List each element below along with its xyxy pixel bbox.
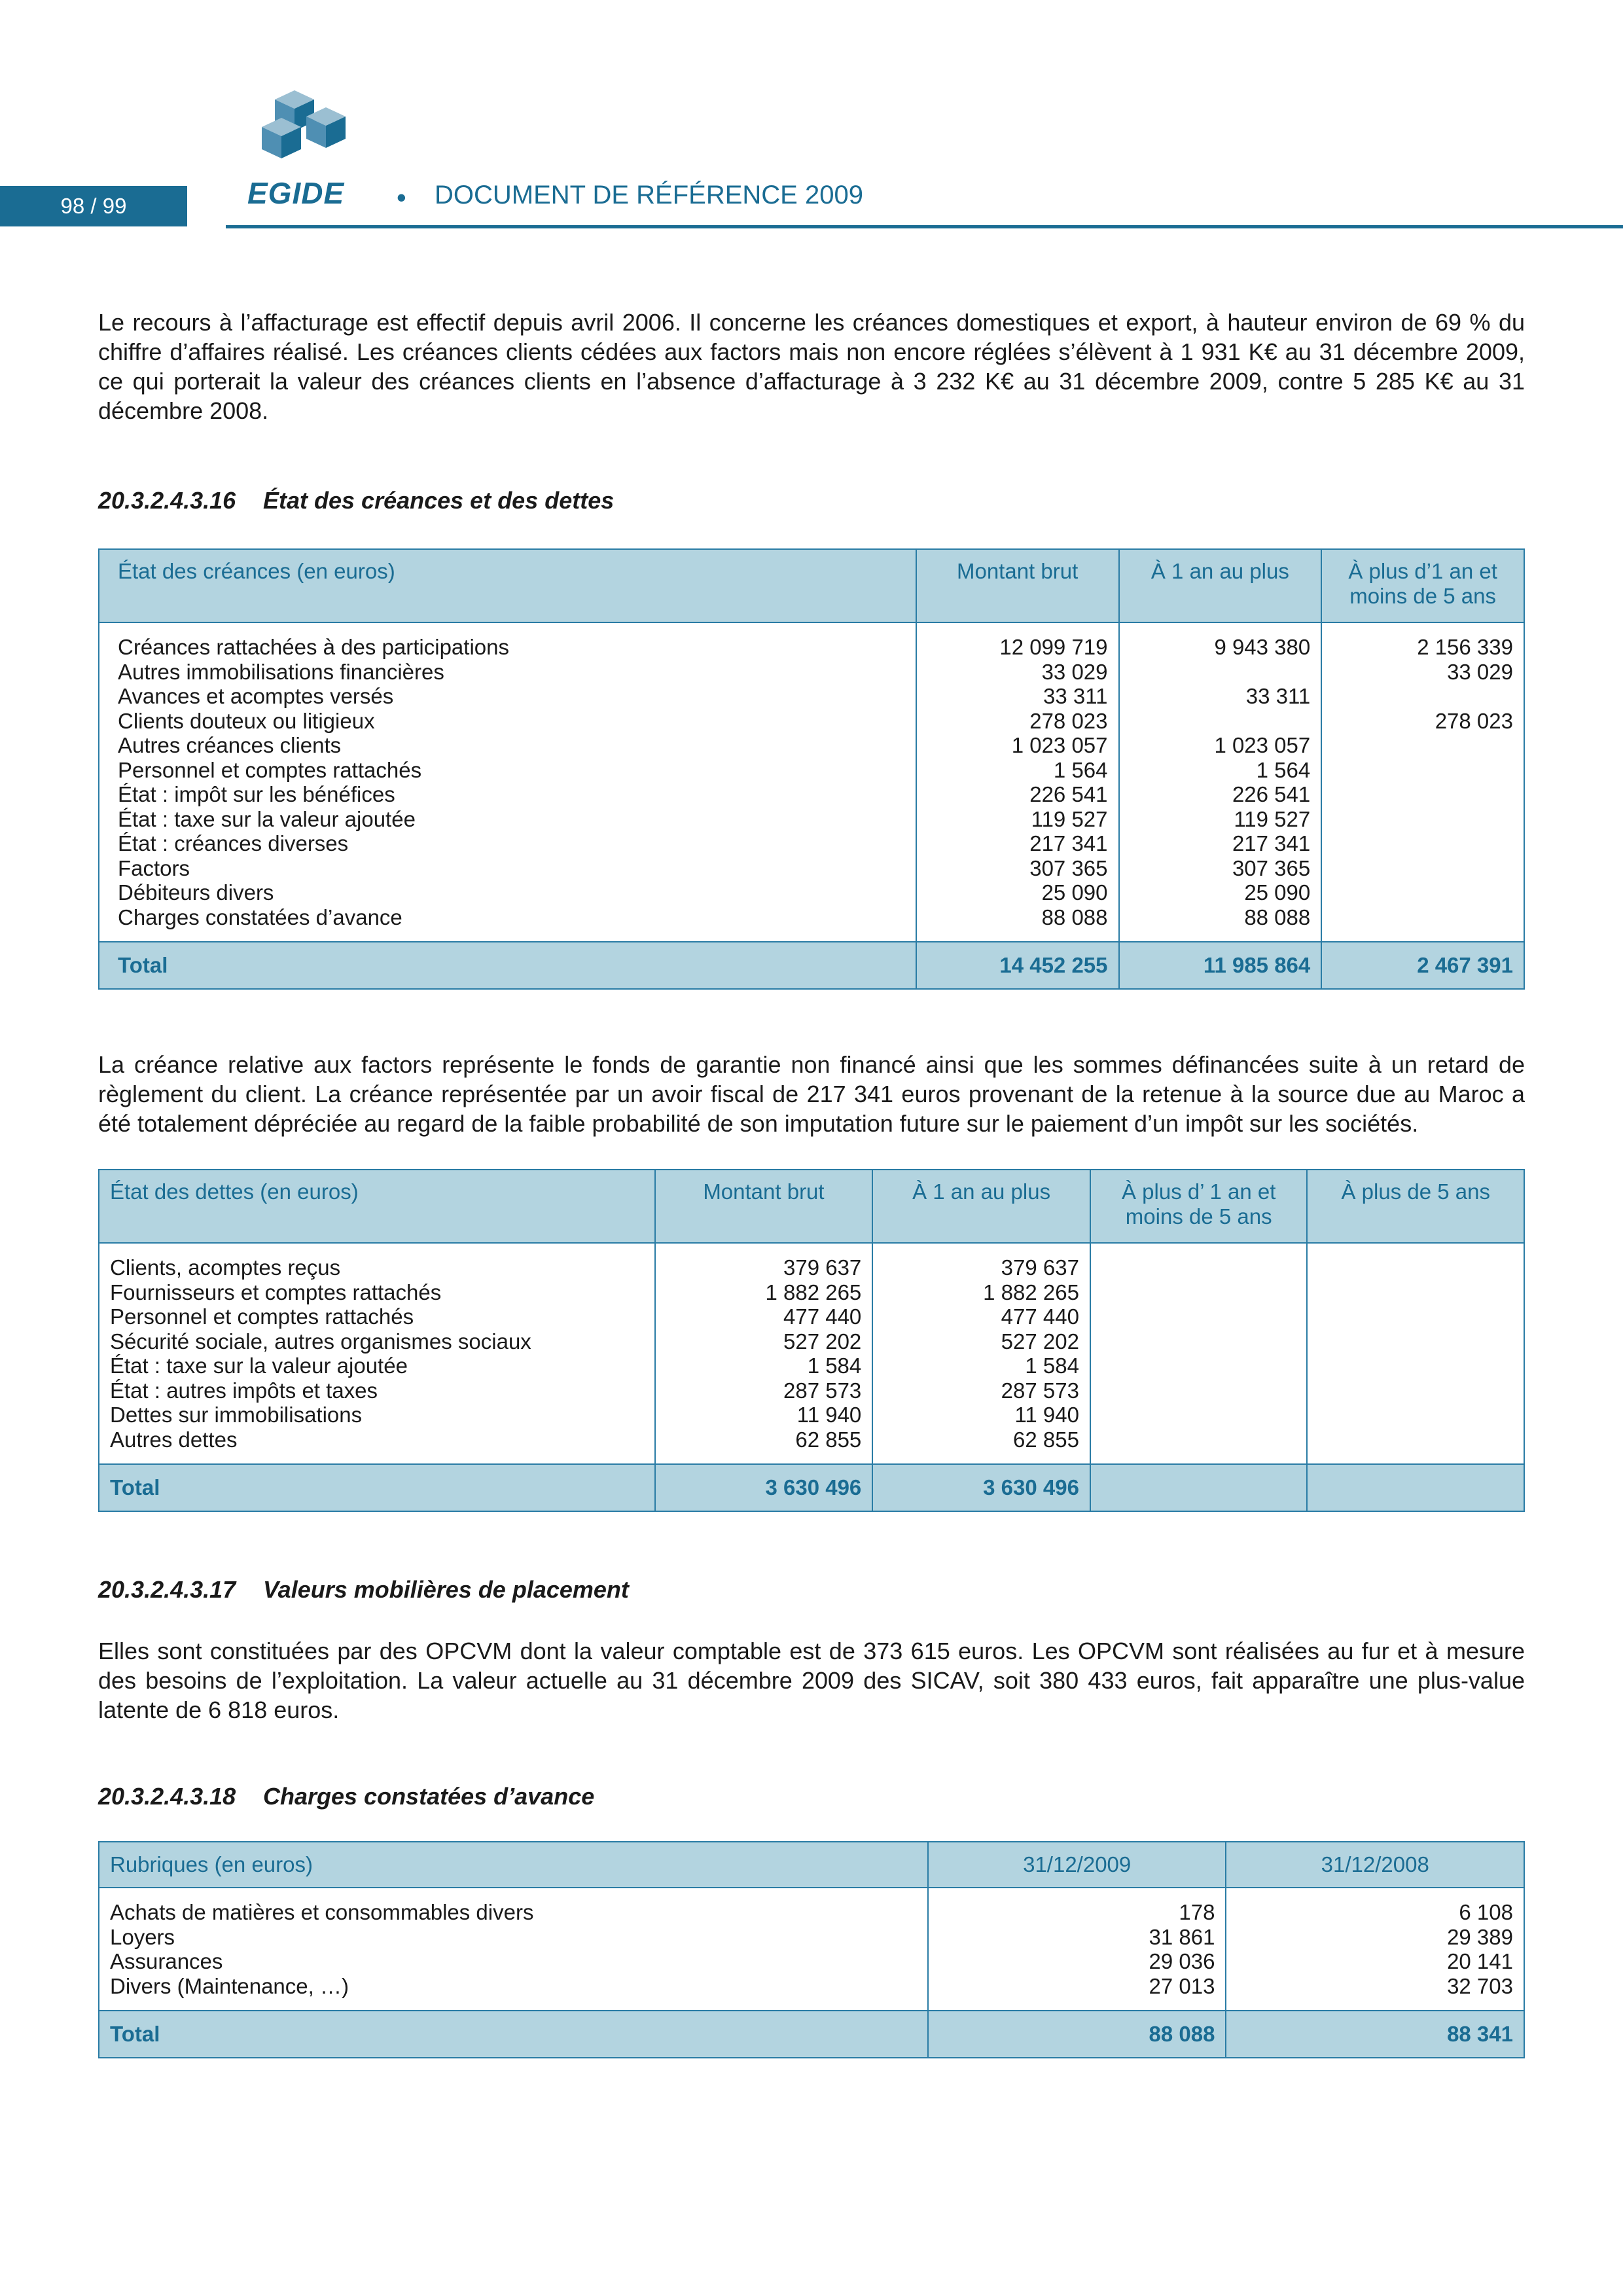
- creances-a-1-an-item: 1 023 057: [1214, 733, 1311, 757]
- creances-montant-brut-item: 1 023 057: [1011, 733, 1108, 757]
- creances-montant-brut-item: 25 090: [1041, 880, 1108, 905]
- header-rule: [226, 225, 1623, 228]
- creances-plus-1-an-item: 278 023: [1435, 708, 1513, 733]
- creances-header-montant: Montant brut: [916, 549, 1119, 622]
- charges-2008-values-item: 6 108: [1459, 1900, 1513, 1924]
- dettes-a-1-an-item: 527 202: [1001, 1329, 1079, 1354]
- creances-plus-1-an-item: [1332, 782, 1513, 807]
- charges-header-label: Rubriques (en euros): [99, 1842, 928, 1888]
- dettes-labels-item: Sécurité sociale, autres organismes sociaux: [110, 1329, 531, 1354]
- creances-montant-brut-item: 226 541: [1029, 782, 1108, 806]
- creances-a-1-an-item: 119 527: [1234, 806, 1311, 831]
- dettes-a-1-an-item: 11 940: [1014, 1403, 1079, 1427]
- charges-2008-values-item: 29 389: [1447, 1924, 1513, 1949]
- dettes-a-1-an-item: 1 882 265: [983, 1280, 1079, 1304]
- dettes-header-1-5ans: À plus d’ 1 an et moins de 5 ans: [1090, 1170, 1308, 1243]
- dettes-table: [98, 1169, 1525, 1512]
- dettes-header-label: État des dettes (en euros): [99, 1170, 655, 1243]
- dettes-header-1an: À 1 an au plus: [872, 1170, 1090, 1243]
- dettes-montant-brut-item: 527 202: [783, 1329, 862, 1354]
- dettes-montant-brut-item: 1 584: [807, 1354, 862, 1378]
- dettes-labels-item: Personnel et comptes rattachés: [110, 1304, 414, 1329]
- creances-a-1-an-item: 217 341: [1232, 831, 1311, 855]
- charges-2008-values-item: 20 141: [1447, 1949, 1513, 1973]
- dettes-labels-item: Autres dettes: [110, 1427, 238, 1452]
- creances-header-1an: À 1 an au plus: [1119, 549, 1322, 622]
- creances-montant-brut: [916, 622, 1119, 942]
- charges-header-2009: 31/12/2009: [928, 1842, 1226, 1888]
- dettes-total-label: Total: [99, 1464, 655, 1511]
- creances-plus-1-an-item: [1332, 856, 1513, 881]
- dettes-montant-brut-item: 287 573: [783, 1378, 862, 1403]
- creances-montant-brut-item: 88 088: [1041, 905, 1108, 929]
- creances-a-1-an-item: 226 541: [1232, 782, 1311, 806]
- creances-labels-item: État : créances diverses: [118, 831, 349, 855]
- dettes-total-montant: 3 630 496: [655, 1464, 873, 1511]
- creances-total-plus-1an: 2 467 391: [1321, 942, 1524, 989]
- creances-header-label: État des créances (en euros): [99, 549, 916, 622]
- page-indicator: 98 / 99: [0, 186, 187, 226]
- charges-2009-values-item: 178: [1179, 1900, 1215, 1924]
- charges-labels-item: Achats de matières et consommables divers: [110, 1900, 534, 1924]
- charges-2009-values-item: 27 013: [1149, 1973, 1215, 1998]
- document-title: DOCUMENT DE RÉFÉRENCE 2009: [435, 181, 863, 209]
- dettes-montant-brut-item: 1 882 265: [765, 1280, 862, 1304]
- creances-plus-1-an-item: 2 156 339: [1417, 635, 1513, 659]
- intro-paragraph: Le recours à l’affacturage est effectif depuis avril 2006. Il concerne les créances domestiques et export, à hauteur environ de 69 % du chiffre d’affaires réalisé. Les créances clients cédées aux factors mais non encore réglées s’élèvent à 1 931 K€ au 31 décembre 2009, ce qui porterait la valeur des créances clients en l’absence d’affacturage à 3 232 K€ au 31 décembre 2009, contre 5 285 K€ au 31 décembre 2008.: [98, 309, 1525, 424]
- dettes-a-1-an-item: 477 440: [1001, 1304, 1079, 1329]
- dettes-labels-item: État : taxe sur la valeur ajoutée: [110, 1354, 408, 1378]
- creances-plus-1-an-item: [1332, 807, 1513, 832]
- charges-total-label: Total: [99, 2011, 928, 2058]
- creances-plus-1-an-item: 33 029: [1447, 659, 1513, 684]
- dettes-labels-item: Fournisseurs et comptes rattachés: [110, 1280, 442, 1304]
- creances-labels-item: Créances rattachées à des participations: [118, 635, 509, 659]
- charges-2009-values-item: 31 861: [1149, 1924, 1215, 1949]
- dettes-total-plus-5ans: [1307, 1464, 1524, 1511]
- section-16-number: 20.3.2.4.3.16: [98, 487, 236, 514]
- charges-labels-item: Assurances: [110, 1949, 223, 1973]
- dettes-total-1-5ans: [1090, 1464, 1308, 1511]
- charges-2009-values: [928, 1888, 1226, 2011]
- section-18-heading: [98, 1783, 594, 1810]
- creances-a-1-an-item: 9 943 380: [1214, 635, 1311, 659]
- dettes-a-1-an: [872, 1243, 1090, 1464]
- creances-header-plus-1an: À plus d’1 an et moins de 5 ans: [1321, 549, 1524, 622]
- charges-total-2009: 88 088: [928, 2011, 1226, 2058]
- section-16-heading: [98, 487, 614, 514]
- dettes-montant-brut-item: 477 440: [783, 1304, 862, 1329]
- creances-labels-item: État : impôt sur les bénéfices: [118, 782, 395, 806]
- dettes-montant-brut-item: 62 855: [795, 1427, 862, 1452]
- creances-a-1-an-item: 307 365: [1232, 855, 1311, 880]
- creances-a-1-an-item: 1 564: [1256, 757, 1311, 782]
- creances-a-1-an-item: 33 311: [1245, 684, 1311, 708]
- dettes-a-1-an-item: 379 637: [1001, 1255, 1079, 1280]
- creances-a-1-an-item: 25 090: [1244, 880, 1311, 905]
- creances-plus-1-an-item: [1332, 684, 1513, 709]
- creances-labels-item: Avances et acomptes versés: [118, 684, 394, 708]
- creances-plus-1-an-item: [1332, 905, 1513, 930]
- creances-labels-item: Factors: [118, 855, 190, 880]
- header-bullet: •: [397, 182, 406, 213]
- creances-labels-item: Autres créances clients: [118, 733, 342, 757]
- creances-montant-brut-item: 278 023: [1029, 708, 1108, 733]
- dettes-header-montant: Montant brut: [655, 1170, 873, 1243]
- creances-montant-brut-item: 33 029: [1041, 659, 1108, 684]
- dettes-labels-item: État : autres impôts et taxes: [110, 1378, 378, 1403]
- creances-plus-1-an-item: [1332, 733, 1513, 758]
- creances-montant-brut-item: 217 341: [1029, 831, 1108, 855]
- dettes-labels-item: Clients, acomptes reçus: [110, 1255, 341, 1280]
- creances-plus-1-an-item: [1332, 831, 1513, 856]
- creances-a-1-an-item: 88 088: [1244, 905, 1311, 929]
- dettes-montant-brut-item: 379 637: [783, 1255, 862, 1280]
- creances-labels-item: Clients douteux ou litigieux: [118, 708, 375, 733]
- creances-labels: [99, 622, 916, 942]
- dettes-a-1-an-item: 287 573: [1001, 1378, 1079, 1403]
- charges-header-2008: 31/12/2008: [1226, 1842, 1524, 1888]
- charges-labels: [99, 1888, 928, 2011]
- dettes-montant-brut: [655, 1243, 873, 1464]
- section-17-paragraph: Elles sont constituées par des OPCVM dont la valeur comptable est de 373 615 euros. Les OPCVM sont réalisées au fur et à mesure des besoins de l’exploitation. La valeur actuelle au 31 décembre 2009 des SICAV, soit 380 433 euros, fait apparaître une plus-value latente de 6 818 euros.: [98, 1638, 1525, 1723]
- dettes-a-1-an-item: 1 584: [1025, 1354, 1079, 1378]
- creances-labels-item: Charges constatées d’avance: [118, 905, 402, 929]
- charges-labels-item: Loyers: [110, 1924, 175, 1949]
- creances-labels-item: Débiteurs divers: [118, 880, 274, 905]
- creances-plus-1-an-item: [1332, 758, 1513, 783]
- dettes-montant-brut-item: 11 940: [796, 1403, 862, 1427]
- factors-paragraph: La créance relative aux factors représente le fonds de garantie non financé ainsi que les sommes définancées suite à un retard de règlement du client. La créance représentée par un avoir fiscal de 217 341 euros provenant de la retenue à la source due au Maroc a été totalement dépréciée au regard de la faible probabilité de son imputation future sur le paiement d’un impôt sur les sociétés.: [98, 1051, 1525, 1137]
- creances-montant-brut-item: 12 099 719: [999, 635, 1108, 659]
- dettes-1-5-ans: [1090, 1243, 1308, 1464]
- dettes-labels-item: Dettes sur immobilisations: [110, 1403, 363, 1427]
- creances-a-1-an-item: [1130, 660, 1311, 685]
- charges-total-2008: 88 341: [1226, 2011, 1524, 2058]
- creances-labels-item: Autres immobilisations financières: [118, 659, 444, 684]
- creances-montant-brut-item: 307 365: [1029, 855, 1108, 880]
- section-18-title: Charges constatées d’avance: [263, 1783, 595, 1810]
- creances-plus-1-an: [1321, 622, 1524, 942]
- creances-plus-1-an-item: [1332, 880, 1513, 905]
- dettes-a-1-an-item: 62 855: [1013, 1427, 1079, 1452]
- charges-table: [98, 1841, 1525, 2058]
- charges-2008-values-item: 32 703: [1447, 1973, 1513, 1998]
- section-17-number: 20.3.2.4.3.17: [98, 1576, 236, 1603]
- creances-montant-brut-item: 33 311: [1043, 684, 1108, 708]
- charges-2009-values-item: 29 036: [1149, 1949, 1215, 1973]
- logo-wordmark: EGIDE: [247, 176, 345, 210]
- creances-a-1-an-item: [1130, 709, 1311, 734]
- creances-labels-item: État : taxe sur la valeur ajoutée: [118, 806, 416, 831]
- section-17-heading: [98, 1576, 629, 1604]
- dettes-header-plus-5ans: À plus de 5 ans: [1307, 1170, 1524, 1243]
- creances-montant-brut-item: 1 564: [1053, 757, 1108, 782]
- creances-a-1-an: [1119, 622, 1322, 942]
- creances-table: [98, 548, 1525, 990]
- dettes-labels: [99, 1243, 655, 1464]
- section-18-number: 20.3.2.4.3.18: [98, 1783, 236, 1810]
- charges-2008-values: [1226, 1888, 1524, 2011]
- dettes-total-1an: 3 630 496: [872, 1464, 1090, 1511]
- section-16-title: État des créances et des dettes: [263, 487, 615, 514]
- creances-total-montant: 14 452 255: [916, 942, 1119, 989]
- creances-total-label: Total: [99, 942, 916, 989]
- creances-total-1an: 11 985 864: [1119, 942, 1322, 989]
- creances-labels-item: Personnel et comptes rattachés: [118, 757, 422, 782]
- creances-montant-brut-item: 119 527: [1031, 806, 1108, 831]
- charges-labels-item: Divers (Maintenance, …): [110, 1973, 349, 1998]
- section-17-title: Valeurs mobilières de placement: [263, 1576, 629, 1603]
- dettes-plus-5-ans: [1307, 1243, 1524, 1464]
